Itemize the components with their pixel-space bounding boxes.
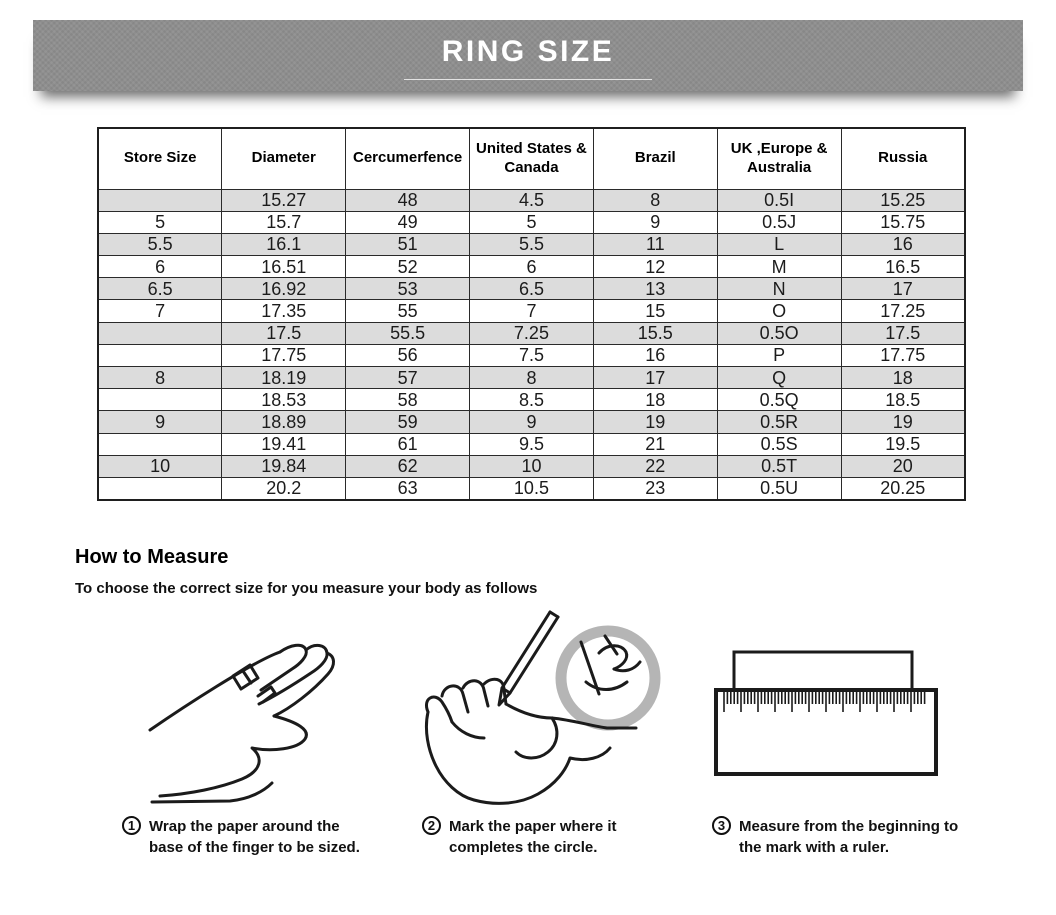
- table-cell: 15.75: [841, 211, 965, 233]
- table-cell: 6: [98, 256, 222, 278]
- hand-with-paper-strip-illustration: [112, 612, 357, 804]
- table-cell: 61: [346, 433, 470, 455]
- step-2-number-badge: 2: [422, 816, 441, 835]
- table-cell: 17.5: [841, 322, 965, 344]
- table-cell: 51: [346, 233, 470, 255]
- table-cell: 17: [841, 278, 965, 300]
- table-cell: 16.92: [222, 278, 346, 300]
- table-cell: 0.5U: [717, 477, 841, 499]
- paper-strip: [734, 652, 912, 692]
- step-1-caption-line-2: base of the finger to be sized.: [149, 839, 360, 856]
- table-cell: 5: [470, 211, 594, 233]
- table-cell: 0.5J: [717, 211, 841, 233]
- table-cell: 17.35: [222, 300, 346, 322]
- table-cell: 58: [346, 389, 470, 411]
- step-3-number-badge: 3: [712, 816, 731, 835]
- table-cell: 15.7: [222, 211, 346, 233]
- ring-size-table: [97, 127, 966, 501]
- table-cell: 16.5: [841, 256, 965, 278]
- table-cell: 17.25: [841, 300, 965, 322]
- step-1-number-badge: 1: [122, 816, 141, 835]
- table-cell: 10: [98, 455, 222, 477]
- table-cell: O: [717, 300, 841, 322]
- table-cell: 4.5: [470, 189, 594, 211]
- table-cell: 20.2: [222, 477, 346, 499]
- table-cell: 18.89: [222, 411, 346, 433]
- table-cell: 55: [346, 300, 470, 322]
- step-1-caption: [122, 816, 370, 858]
- step-1-caption-text: [149, 816, 360, 858]
- table-cell: 0.5O: [717, 322, 841, 344]
- page-title: RING SIZE: [441, 35, 615, 68]
- table-cell: 16.51: [222, 256, 346, 278]
- table-cell: 22: [593, 455, 717, 477]
- table-cell: 8.5: [470, 389, 594, 411]
- column-header: Store Size: [98, 128, 222, 189]
- table-cell: 13: [593, 278, 717, 300]
- table-cell: 8: [98, 367, 222, 389]
- table-cell: 12: [593, 256, 717, 278]
- table-row: [98, 211, 965, 233]
- table-row: [98, 411, 965, 433]
- table-cell: 17: [593, 367, 717, 389]
- table-cell: 15.25: [841, 189, 965, 211]
- table-cell: 19.41: [222, 433, 346, 455]
- step-2-caption-line-2: completes the circle.: [449, 839, 598, 856]
- step-2-caption-text: [449, 816, 617, 858]
- table-cell: 16: [841, 233, 965, 255]
- table-cell: 15: [593, 300, 717, 322]
- table-cell: 19.84: [222, 455, 346, 477]
- hands-marking-paper-with-pencil-illustration: [400, 600, 672, 808]
- table-row: [98, 189, 965, 211]
- column-header: Diameter: [222, 128, 346, 189]
- table-cell: 19: [593, 411, 717, 433]
- table-cell: 8: [470, 367, 594, 389]
- table-cell: N: [717, 278, 841, 300]
- table-cell: 5.5: [98, 233, 222, 255]
- table-cell: [98, 477, 222, 499]
- table-cell: 49: [346, 211, 470, 233]
- table-cell: 59: [346, 411, 470, 433]
- size-table-header-row: [98, 128, 965, 189]
- column-header: Brazil: [593, 128, 717, 189]
- table-cell: 9: [98, 411, 222, 433]
- table-cell: 23: [593, 477, 717, 499]
- table-cell: 18: [593, 389, 717, 411]
- table-row: [98, 367, 965, 389]
- title-underline: [404, 79, 652, 80]
- table-cell: 7.25: [470, 322, 594, 344]
- table-cell: 0.5I: [717, 189, 841, 211]
- table-row: [98, 455, 965, 477]
- table-cell: 5.5: [470, 233, 594, 255]
- table-cell: 6.5: [470, 278, 594, 300]
- table-cell: 57: [346, 367, 470, 389]
- table-cell: 18.53: [222, 389, 346, 411]
- table-cell: 16: [593, 344, 717, 366]
- table-cell: 20.25: [841, 477, 965, 499]
- table-cell: 9.5: [470, 433, 594, 455]
- table-cell: 15.27: [222, 189, 346, 211]
- table-cell: [98, 189, 222, 211]
- table-row: [98, 322, 965, 344]
- table-cell: 9: [593, 211, 717, 233]
- table-cell: 17.75: [841, 344, 965, 366]
- step-3-caption-line-1: Measure from the beginning to: [739, 818, 959, 835]
- table-cell: 16.1: [222, 233, 346, 255]
- step-1-caption-line-1: Wrap the paper around the: [149, 818, 340, 835]
- table-row: [98, 389, 965, 411]
- table-row: [98, 278, 965, 300]
- table-cell: 6.5: [98, 278, 222, 300]
- ring-size-table-container: [97, 127, 966, 501]
- how-to-measure-subtitle: To choose the correct size for you measure your body as follows: [75, 580, 538, 597]
- table-cell: 18: [841, 367, 965, 389]
- table-row: [98, 256, 965, 278]
- step-2-caption-line-1: Mark the paper where it: [449, 818, 617, 835]
- table-row: [98, 344, 965, 366]
- table-cell: 0.5T: [717, 455, 841, 477]
- table-cell: 18.5: [841, 389, 965, 411]
- table-cell: 56: [346, 344, 470, 366]
- table-cell: 52: [346, 256, 470, 278]
- table-cell: 20: [841, 455, 965, 477]
- table-cell: Q: [717, 367, 841, 389]
- table-cell: [98, 433, 222, 455]
- how-to-measure-heading: How to Measure: [75, 546, 229, 568]
- table-cell: 7.5: [470, 344, 594, 366]
- table-cell: 9: [470, 411, 594, 433]
- table-row: [98, 433, 965, 455]
- table-cell: 7: [470, 300, 594, 322]
- table-cell: 17.75: [222, 344, 346, 366]
- table-cell: 55.5: [346, 322, 470, 344]
- table-cell: 8: [593, 189, 717, 211]
- table-cell: 17.5: [222, 322, 346, 344]
- table-cell: 11: [593, 233, 717, 255]
- step-3-caption: [712, 816, 974, 858]
- step-3-caption-text: [739, 816, 958, 858]
- table-cell: 10: [470, 455, 594, 477]
- table-cell: M: [717, 256, 841, 278]
- table-cell: 62: [346, 455, 470, 477]
- table-cell: 6: [470, 256, 594, 278]
- table-cell: P: [717, 344, 841, 366]
- table-cell: 0.5Q: [717, 389, 841, 411]
- table-cell: 18.19: [222, 367, 346, 389]
- table-cell: 7: [98, 300, 222, 322]
- table-cell: 5: [98, 211, 222, 233]
- table-cell: 19: [841, 411, 965, 433]
- table-row: [98, 233, 965, 255]
- ruler-measuring-paper-illustration: [708, 646, 948, 778]
- table-cell: 19.5: [841, 433, 965, 455]
- table-cell: [98, 322, 222, 344]
- table-row: [98, 477, 965, 499]
- table-cell: 10.5: [470, 477, 594, 499]
- table-cell: 21: [593, 433, 717, 455]
- title-banner: [33, 20, 1023, 91]
- table-cell: [98, 344, 222, 366]
- column-header: Cercumerfence: [346, 128, 470, 189]
- column-header: Russia: [841, 128, 965, 189]
- magnifier-circle: [561, 631, 655, 725]
- table-cell: 48: [346, 189, 470, 211]
- table-cell: 15.5: [593, 322, 717, 344]
- size-table-body: [98, 189, 965, 500]
- table-cell: 53: [346, 278, 470, 300]
- table-cell: L: [717, 233, 841, 255]
- table-cell: 63: [346, 477, 470, 499]
- step-2-caption: [422, 816, 644, 858]
- table-cell: 0.5S: [717, 433, 841, 455]
- column-header: United States & Canada: [470, 128, 594, 189]
- table-cell: 0.5R: [717, 411, 841, 433]
- table-cell: [98, 389, 222, 411]
- column-header: UK ,Europe & Australia: [717, 128, 841, 189]
- table-row: [98, 300, 965, 322]
- step-3-caption-line-2: the mark with a ruler.: [739, 839, 890, 856]
